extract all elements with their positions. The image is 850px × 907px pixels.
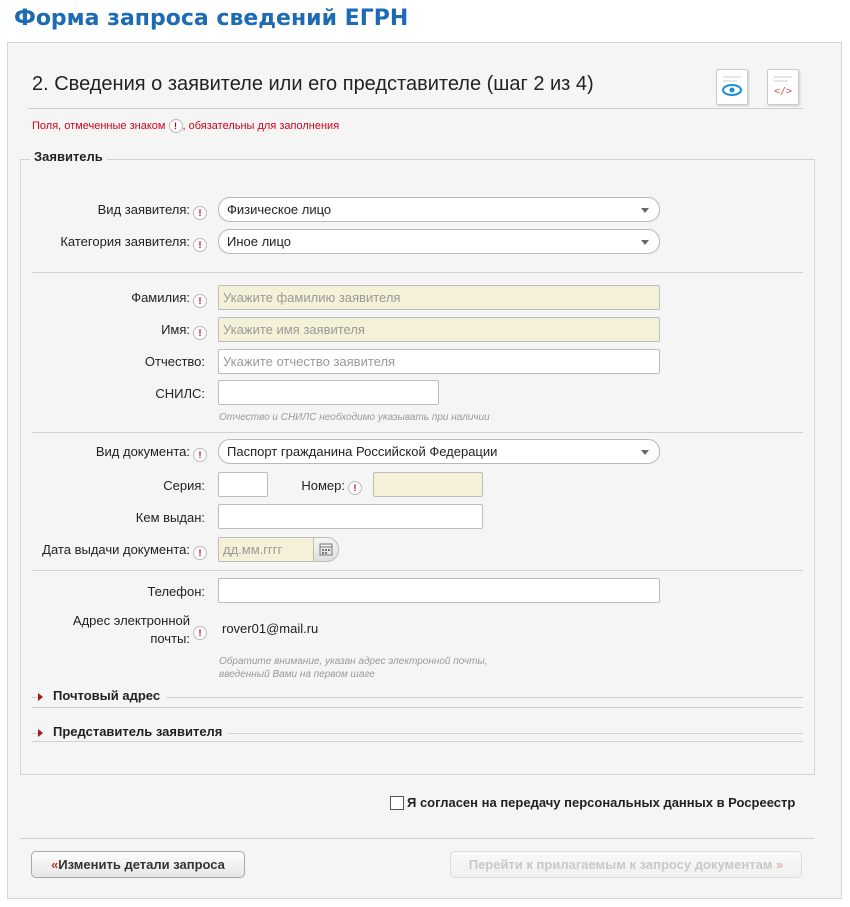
- series-input[interactable]: [218, 472, 268, 497]
- email-label: Адрес электронной почты:: [72, 613, 190, 646]
- chevron-down-icon: [641, 240, 649, 245]
- svg-text:</>: </>: [773, 86, 793, 97]
- section-divider: [32, 741, 803, 742]
- expand-arrow-icon: [38, 693, 43, 701]
- middle-name-label: Отчество:: [144, 354, 205, 369]
- email-value: rover01@mail.ru: [222, 621, 319, 636]
- request-form-card: [7, 42, 842, 899]
- email-hint: Обратите внимание, указан адрес электронной почты, введенный Вами на первом шаге: [219, 656, 488, 680]
- page-title: Форма запроса сведений ЕГРН: [14, 6, 409, 31]
- chevron-down-icon: [641, 450, 649, 455]
- applicant-legend: Заявитель: [30, 149, 107, 164]
- calendar-button[interactable]: [313, 537, 339, 562]
- snils-hint: Отчество и СНИЛС необходимо указывать при наличии: [219, 412, 490, 423]
- representative-toggle[interactable]: Представитель заявителя: [38, 724, 228, 739]
- applicant-category-label: Категория заявителя:: [60, 234, 190, 249]
- required-mark-icon: !: [348, 481, 362, 495]
- title-divider: [28, 108, 803, 109]
- required-mark-icon: !: [193, 448, 207, 462]
- last-name-input[interactable]: Укажите фамилию заявителя: [218, 285, 660, 310]
- go-to-attached-documents-button[interactable]: Перейти к прилагаемым к запросу документам »: [450, 851, 802, 878]
- section-divider: [32, 432, 803, 433]
- required-mark-icon: !: [193, 546, 207, 560]
- change-request-details-button[interactable]: «Изменить детали запроса: [31, 851, 245, 878]
- document-type-label: Вид документа:: [95, 444, 190, 459]
- required-mark-icon: !: [193, 626, 207, 640]
- issued-by-input[interactable]: [218, 504, 483, 529]
- number-label: Номер:: [301, 478, 345, 493]
- snils-input[interactable]: [218, 380, 439, 405]
- middle-name-input[interactable]: Укажите отчество заявителя: [218, 349, 660, 374]
- section-divider: [32, 707, 803, 708]
- phone-input[interactable]: [218, 578, 660, 603]
- consent-row[interactable]: [390, 795, 795, 810]
- snils-label: СНИЛС:: [155, 386, 205, 401]
- preview-icon[interactable]: [716, 69, 748, 105]
- code-icon[interactable]: [767, 69, 799, 105]
- applicant-type-label: Вид заявителя:: [97, 202, 190, 217]
- document-type-value: Паспорт гражданина Российской Федерации: [227, 444, 498, 459]
- required-note: Поля, отмеченные знаком ! , обязательны для заполнения: [32, 119, 340, 132]
- issue-date-label: Дата выдачи документа:: [42, 542, 190, 557]
- document-type-select[interactable]: [218, 439, 660, 464]
- applicant-type-value: Физическое лицо: [227, 202, 332, 217]
- number-input[interactable]: [373, 472, 483, 497]
- chevron-down-icon: [641, 208, 649, 213]
- consent-label: Я согласен на передачу персональных данных в Росреестр: [407, 795, 796, 810]
- step-title: 2. Сведения о заявителе или его представителе (шаг 2 из 4): [32, 73, 594, 95]
- section-divider: [32, 570, 803, 571]
- applicant-category-select[interactable]: [218, 229, 660, 254]
- footer-divider: [20, 838, 814, 839]
- applicant-category-value: Иное лицо: [227, 234, 291, 249]
- first-name-label: Имя:: [161, 322, 190, 337]
- calendar-icon: [314, 538, 338, 561]
- required-mark-icon: !: [193, 294, 207, 308]
- consent-checkbox[interactable]: [390, 796, 404, 810]
- first-name-input[interactable]: Укажите имя заявителя: [218, 317, 660, 342]
- last-name-label: Фамилия:: [131, 290, 190, 305]
- required-mark-icon: !: [193, 326, 207, 340]
- phone-label: Телефон:: [147, 584, 205, 599]
- required-mark-icon: !: [169, 119, 183, 133]
- issue-date-input[interactable]: дд.мм.гггг: [218, 537, 314, 562]
- applicant-type-select[interactable]: [218, 197, 660, 222]
- section-divider: [32, 272, 803, 273]
- postal-address-toggle[interactable]: Почтовый адрес: [38, 688, 166, 703]
- required-mark-icon: !: [193, 206, 207, 220]
- issued-by-label: Кем выдан:: [135, 510, 205, 525]
- series-label: Серия:: [163, 478, 205, 493]
- expand-arrow-icon: [38, 729, 43, 737]
- required-mark-icon: !: [193, 238, 207, 252]
